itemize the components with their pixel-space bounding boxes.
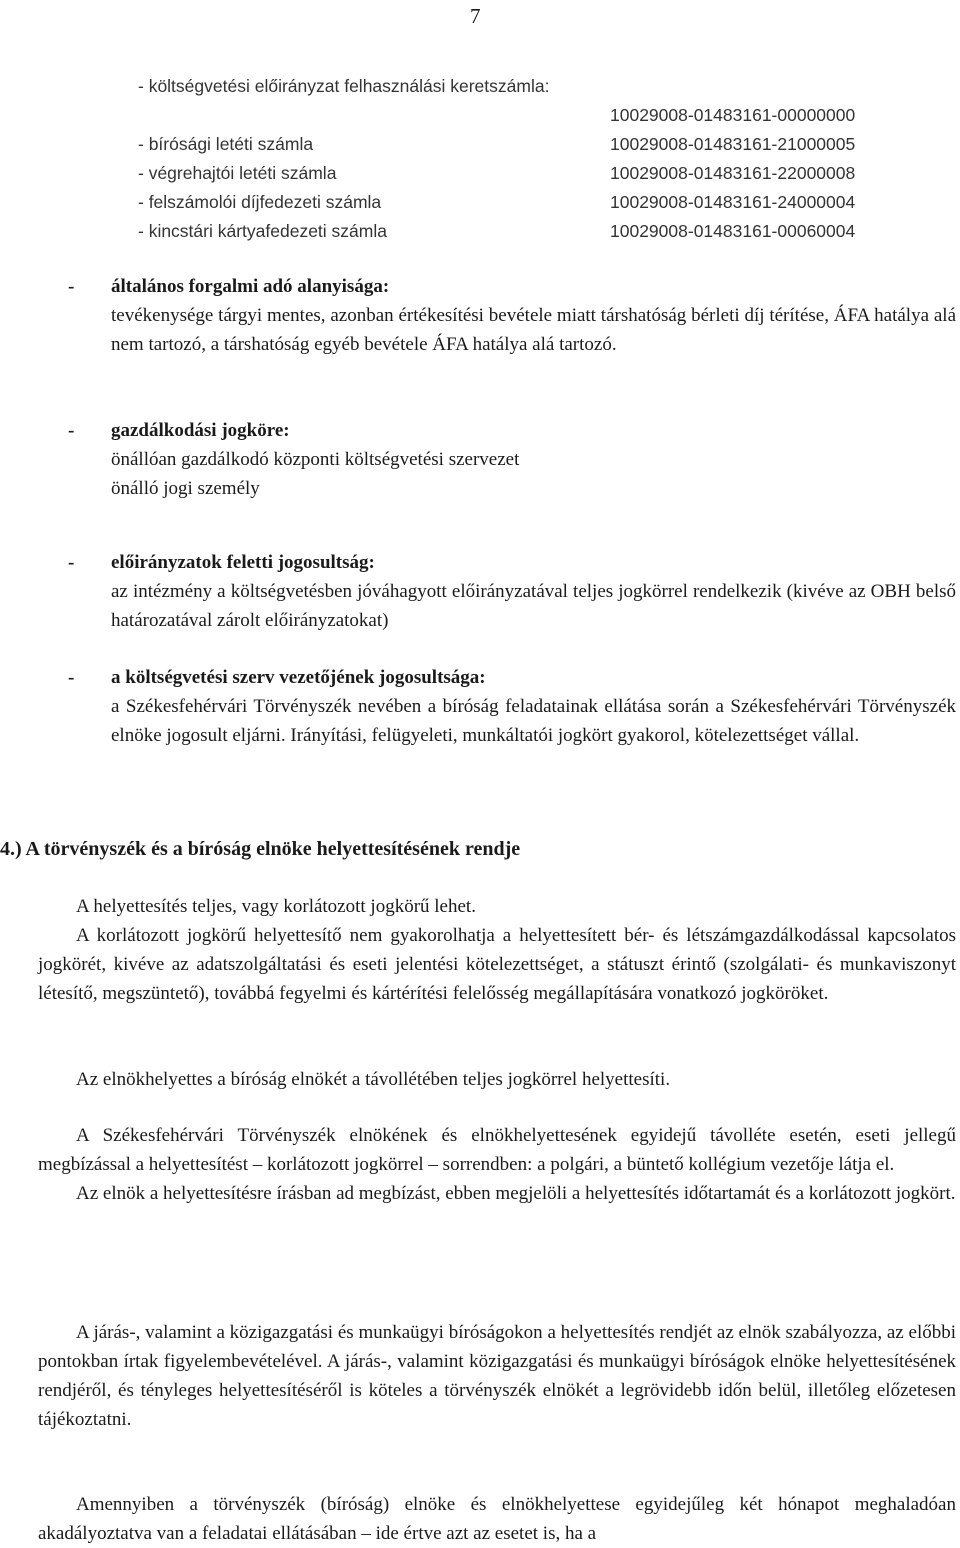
section-title: gazdálkodási jogköre: — [111, 420, 290, 441]
account-row — [138, 130, 918, 159]
section-dash: - — [68, 276, 75, 297]
account-number: 10029008-01483161-24000004 — [610, 192, 856, 212]
account-row — [138, 101, 918, 130]
account-list — [138, 72, 918, 246]
account-row — [138, 159, 918, 188]
account-label: - költségvetési előirányzat felhasználási keretszámla: — [138, 76, 550, 96]
paragraph: A Székesfehérvári Törvényszék elnökének és elnökhelyettesének egyidejű távolléte esetén, eseti jellegű megbízással a helyettesítést – korlátozott jogkörrel – sorrendben: a polgári, a büntető kollégium vezetője látja el. — [38, 1125, 956, 1175]
paragraph-block — [38, 1121, 956, 1208]
account-number: 10029008-01483161-00060004 — [610, 221, 856, 241]
paragraph: Az elnök a helyettesítésre írásban ad megbízást, ebben megjelöli a helyettesítés időtartamát és a korlátozott jogkört. — [76, 1183, 956, 1204]
section-body: tevékenysége tárgyi mentes, azonban értékesítési bevétele miatt társhatóság bérleti díj térítése, ÁFA hatálya alá nem tartozó, a társhatóság egyéb bevétele ÁFA hatálya alá tartozó. — [111, 305, 956, 355]
section-line: önálló jogi személy — [111, 478, 260, 499]
account-row — [138, 72, 918, 101]
paragraph: A helyettesítés teljes, vagy korlátozott jogkörű lehet. — [76, 896, 476, 917]
account-row — [138, 217, 918, 246]
section-eloiranyzat — [68, 548, 956, 635]
section-body: a Székesfehérvári Törvényszék nevében a bíróság feladatainak ellátása során a Székesfehérvári Törvényszék elnöke jogosult eljárni. Irányítási, felügyeleti, munkáltatói jogkört gyakorol, kötelezettséget vállal. — [111, 696, 956, 746]
section-afa — [68, 272, 956, 359]
paragraph: Az elnökhelyettes a bíróság elnökét a távollétében teljes jogkörrel helyettesíti. — [76, 1069, 671, 1090]
account-row — [138, 188, 918, 217]
section-title: a költségvetési szerv vezetőjének jogosultsága: — [111, 667, 486, 688]
account-number: 10029008-01483161-21000005 — [610, 134, 856, 154]
section-gazdalkodas — [68, 416, 956, 503]
paragraph-block — [38, 1318, 956, 1434]
account-number: 10029008-01483161-22000008 — [610, 163, 856, 183]
paragraph: A korlátozott jogkörű helyettesítő nem gyakorolhatja a helyettesített bér- és létszámgazdálkodással kapcsolatos jogkörét, kivéve az adatszolgáltatási és eseti jelentési kötelezettséget, a státuszt érintő (szolgálati- és munkaviszonyt létesítő, megszüntető), továbbá fegyelmi és kártérítési felelősség megállapítására vonatkozó jogköröket. — [38, 925, 956, 1004]
paragraph: A járás-, valamint a közigazgatási és munkaügyi bíróságokon a helyettesítés rendjét az elnök szabályozza, az előbbi pontokban írtak figyelembevételével. A járás-, valamint közigazgatási és munkaügyi bíróságok elnöke helyettesítésének rendjéről, és tényleges helyettesítéséről is köteles a törvényszék elnökét a legrövidebb időn belül, illetőleg előzetesen tájékoztatni. — [38, 1322, 956, 1430]
account-label: - kincstári kártyafedezeti számla — [138, 221, 387, 241]
section-body: az intézmény a költségvetésben jóváhagyott előirányzatával teljes jogkörrel rendelkezik (kivéve az OBH belső határozatával zárolt előirányzatokat) — [111, 581, 956, 631]
section-dash: - — [68, 667, 75, 688]
section-vezeto — [68, 663, 956, 750]
section-heading: 4.) A törvényszék és a bíróság elnöke helyettesítésének rendje — [0, 838, 521, 860]
account-label: - bírósági letéti számla — [138, 134, 314, 154]
section-dash: - — [68, 552, 75, 573]
paragraph-block — [38, 1490, 956, 1548]
account-number: 10029008-01483161-00000000 — [610, 105, 856, 125]
paragraph: Amennyiben a törvényszék (bíróság) elnöke és elnökhelyettese egyidejűleg két hónapot meghaladóan akadályoztatva van a feladatai ellátásában – ide értve azt az esetet is, ha a — [38, 1494, 956, 1544]
section-title: általános forgalmi adó alanyisága: — [111, 276, 390, 297]
paragraph-block — [38, 1065, 956, 1094]
paragraph-block — [38, 892, 956, 1008]
section-line: önállóan gazdálkodó központi költségvetési szervezet — [111, 449, 520, 470]
section-title: előirányzatok feletti jogosultság: — [111, 552, 375, 573]
account-label: - felszámolói díjfedezeti számla — [138, 192, 382, 212]
page-number: 7 — [470, 4, 481, 28]
section-dash: - — [68, 420, 75, 441]
account-label: - végrehajtói letéti számla — [138, 163, 337, 183]
